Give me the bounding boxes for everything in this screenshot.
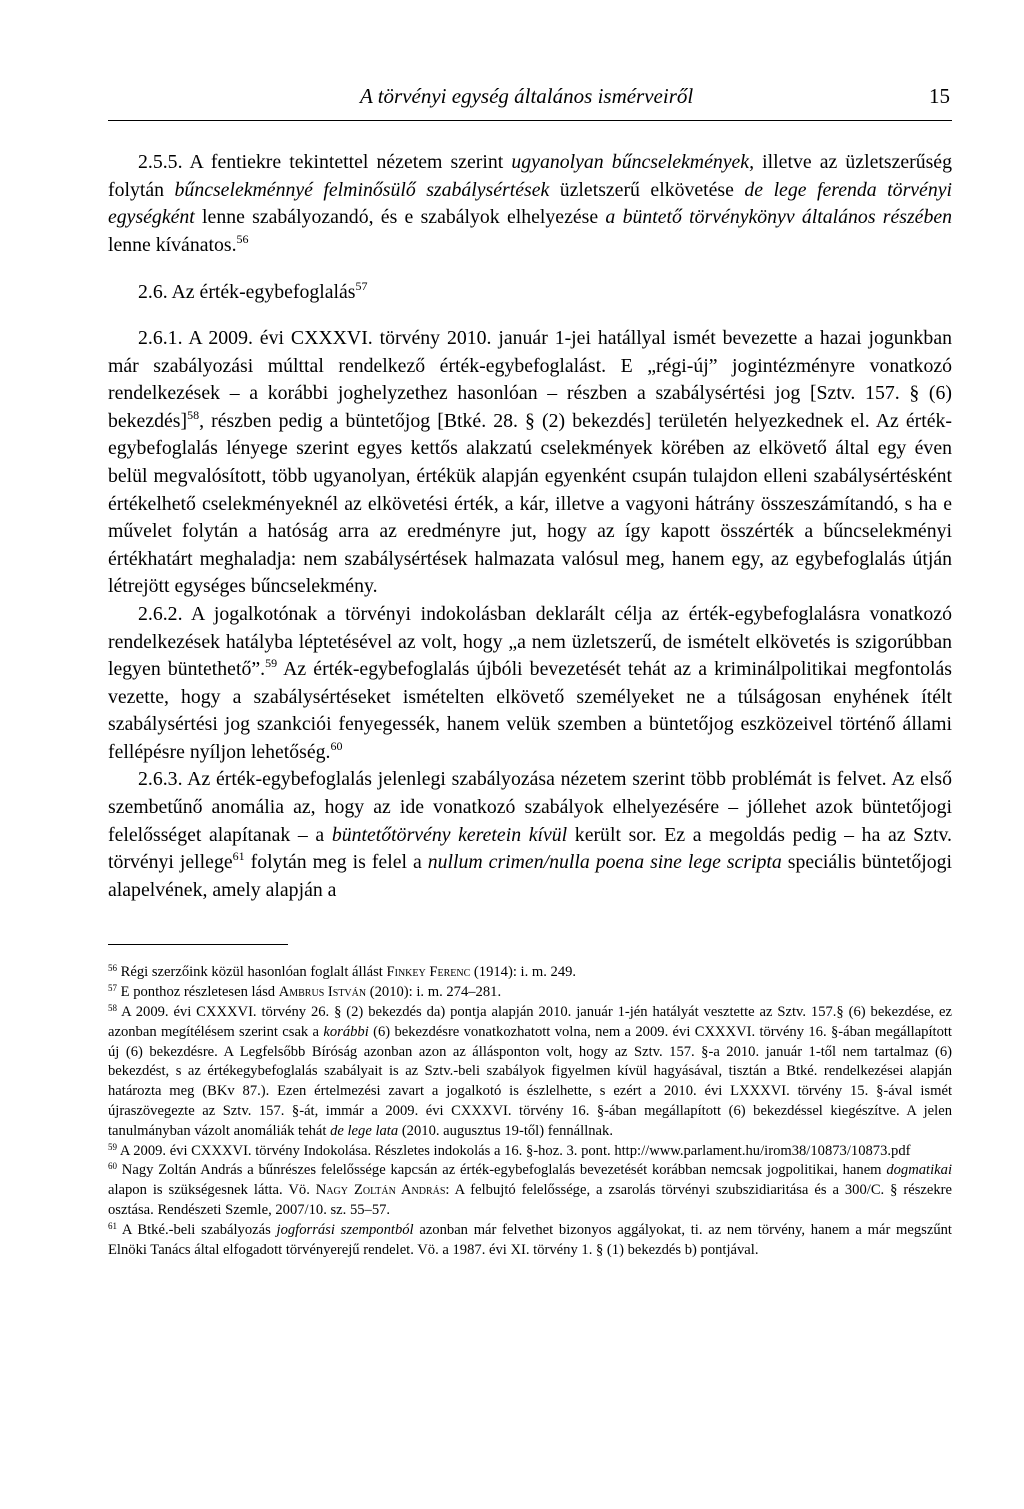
page-number: 15 <box>929 84 950 108</box>
section-heading-2-6 <box>108 279 952 307</box>
footnote-ref[interactable]: 59 <box>265 656 278 671</box>
text-run: folytán meg is felel a <box>244 851 428 874</box>
footnote-56 <box>108 963 952 983</box>
footnote-57 <box>108 983 952 1003</box>
footnote-59 <box>108 1142 952 1162</box>
paragraph-2-5-5 <box>108 149 952 259</box>
italic-run: ugyanolyan bűncselekmények, <box>511 151 755 173</box>
text-run: Az érték-egybefoglalás újbóli bevezetését tehát az a kriminálpolitikai megfontolás vezette, hogy a szabálysértéseket ismételten elkövető személyeket ne a túlságosan enyhének ítélt szabálysértési jog szankciói fenyegessék, hanem velük szemben a büntetőjog eszközeivel történő állami fellépésre nyíljon lehetőség. <box>108 658 952 763</box>
footnote-ref[interactable]: 60 <box>330 738 343 753</box>
text-run: lenne szabályozandó, és e szabályok elhelyezése <box>194 206 606 229</box>
italic-run: dogmatikai <box>886 1162 952 1179</box>
heading-text: 2.6. Az érték-egybefoglalás <box>138 281 356 304</box>
text-run: Nagy Zoltán András a bűnrészes felelőssége kapcsán az érték-egybefoglalás bevezetését korábban nemcsak jogpolitikai, hanem <box>117 1162 887 1179</box>
text-run: került sor. Ez a megoldás pedig – ha az Sztv. törvényi jellege <box>108 823 952 874</box>
running-title: A törvényi egység általános ismérveiről <box>360 84 694 108</box>
text-run: 2.6.1. A 2009. évi CXXXVI. törvény 2010. január 1-jei hatállyal ismét bevezette a hazai jogunkban már szabályozási múlttal rendelkező érték-egybefoglalást. E „régi-új” jogintézményre vonatkozó rendelkezések – a korábbi joghelyzethez hasonlóan – részben a szabálysértési jog [Sztv. 157. § (6) bekezdés] <box>108 326 952 432</box>
italic-run: de lege ferenda törvényi egységként <box>108 178 952 229</box>
text-run: E ponthoz részletesen lásd <box>117 984 279 1001</box>
italic-run: korábbi <box>323 1023 369 1040</box>
italic-run: bűncselekménnyé felminősülő szabálysértések <box>174 178 550 201</box>
text-run: speciális büntetőjogi alapelvének, amely alapján a <box>108 851 952 901</box>
body-text <box>108 149 952 904</box>
footnote-number: 59 <box>108 1141 117 1152</box>
author-name: Finkey Ferenc <box>386 964 471 981</box>
footnote-number: 61 <box>108 1220 117 1231</box>
text-run: (2010. augusztus 19-től) fennállnak. <box>398 1122 613 1139</box>
text-run: (6) bekezdésre vonatkozhatott volna, nem a 2009. évi CXXXVI. törvény 16. §-ában megállapított új (6) bekezdésre. A Legfelsőbb Bíróság azonban azon az állásponton volt, hogy az Sztv. 157. §-a 2010. január 1-től nem tartalmaz (6) bekezdést, s az értékegybefoglalás szabályait is az Sztv.-beli szabályok figyelmen kívül hagyásával, tisztán a Btké. rendelkezései alapján határozta meg (BKv 87.). Ezen értelmezési zavart a jogalkotó is észlelhette, s ezért a 2010. évi LXXXVI. törvény 15. §-ával ismét újraszövegezte az Sztv. 157. §-át, immár a 2009. évi CXXXVI. törvény 16. §-ában megállapított (6) bekezdéssel kiegészítve. A jelen tanulmányban vázolt anomáliák tehát <box>108 1023 952 1139</box>
text-run: 2.5.5. A fentiekre tekintettel nézetem szerint <box>138 151 512 173</box>
paragraph-2-6-2 <box>108 601 952 767</box>
italic-run: büntetőtörvény keretein kívül <box>331 823 568 846</box>
page-header <box>108 70 952 121</box>
italic-run: jogforrási szempontból <box>276 1221 414 1238</box>
footnote-ref[interactable]: 57 <box>355 279 368 294</box>
text-run: üzletszerű elkövetése <box>549 178 745 201</box>
text-run: 2.6.3. Az érték-egybefoglalás jelenlegi szabályozása nézetem szerint több problémát is felvet. Az első szembetűnő anomália az, hogy az ide vonatkozó szabályok elhelyezésére – jóllehet azok büntetőjogi felelősséget alapítanak – a <box>108 768 952 846</box>
paragraph-2-6-1 <box>108 325 952 601</box>
text-run: A Btké.-beli szabályozás <box>117 1221 277 1238</box>
footnote-58 <box>108 1003 952 1142</box>
footnote-ref[interactable]: 61 <box>232 849 245 864</box>
text-run: , részben pedig a büntetőjog [Btké. 28. § (2) bekezdés] területén helyezkednek el. Az érték-egybefoglalás lényege szerint egyes kettős alakzatú cselekmények körében az elkövető által egy éven belül megvalósított, több ugyanolyan, értékük alapján egyenként csupán tulajdon elleni szabálysértésként értékelhető cselekményeknél az elkövetési érték, a kár, illetve a vagyoni hátrány összeszámítandó, s ha e művelet folytán a hatóság arra az eredményre jut, hogy az így kapott összérték a bűncselekményi értékhatárt meghaladja: nem szabálysértések halmazata valósul meg, hanem egy, az egybefoglalás útján létrejött egységes bűncselekmény. <box>108 409 952 598</box>
footnote-ref[interactable]: 58 <box>187 407 200 422</box>
text-run: lenne kívánatos. <box>108 233 237 256</box>
author-name: Nagy Zoltán András <box>315 1182 446 1199</box>
text-run: Régi szerzőink közül hasonlóan foglalt állást <box>117 964 387 981</box>
author-name: Ambrus István <box>278 984 367 1001</box>
text-run: (2010): i. m. 274–281. <box>366 984 502 1001</box>
text-run: illetve az üzletszerűség folytán <box>108 151 952 201</box>
text-run: A 2009. évi CXXXVI. törvény Indokolása. Részletes indokolás a 16. §-hoz. 3. pont. http://www.parlament.hu/irom38/10873/10873.pdf <box>117 1142 911 1159</box>
footnote-61 <box>108 1221 952 1261</box>
footnote-number: 60 <box>108 1161 117 1172</box>
text-run: 2.6.2. A jogalkotónak a törvényi indokolásban deklarált célja az érték-egybefoglalásra vonatkozó rendelkezések hatályba léptetésével az volt, hogy „a nem üzletszerű, de ismételt elkövetés is szigorúbban legyen büntethető”. <box>108 602 952 681</box>
paragraph-2-6-3 <box>108 766 952 904</box>
text-run: azonban már felvethet bizonyos aggályokat, ti. az nem törvény, hanem a már megszűnt Elnöki Tanács által elfogadott törvényerejű rendelet. Vö. a 1987. évi XI. törvény 1. § (1) bekezdés b) pontjával. <box>108 1221 952 1258</box>
footnotes <box>108 963 952 1260</box>
footnote-divider <box>108 944 288 945</box>
italic-run: nullum crimen/nulla poena sine lege scripta <box>427 851 782 874</box>
italic-run: a büntető törvénykönyv általános részében <box>605 206 953 229</box>
text-run: : A felbujtó felelőssége, a zsarolás törvényi szubszidiaritása és a 300/C. § részekre osztása. Rendészeti Szemle, 2007/10. sz. 55–57. <box>108 1182 952 1218</box>
italic-run: de lege lata <box>330 1122 399 1139</box>
text-run: (1914): i. m. 249. <box>470 964 577 981</box>
footnote-ref[interactable]: 56 <box>236 231 249 246</box>
text-run: alapon is szükségesnek látta. Vö. <box>108 1182 316 1199</box>
footnote-number: 57 <box>108 983 117 994</box>
text-run: A 2009. évi CXXXVI. törvény 26. § (2) bekezdés da) pontja alapján 2010. január 1-jén hatályát vesztette az Sztv. 157.§ (6) bekezdése, ez azonban megítélésem szerint csak a <box>108 1004 952 1040</box>
footnote-number: 56 <box>108 963 117 974</box>
footnote-60 <box>108 1161 952 1220</box>
footnote-number: 58 <box>108 1003 117 1014</box>
document-page <box>108 70 952 1260</box>
